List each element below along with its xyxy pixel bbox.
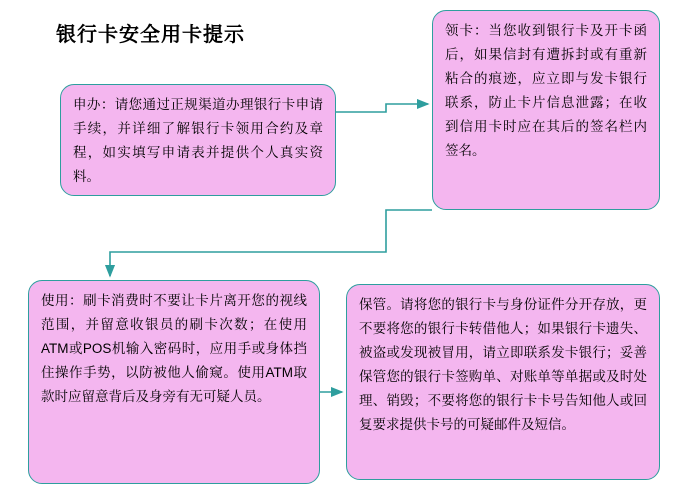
- arrow-lingka-to-shiyong: [110, 210, 432, 276]
- card-lingka-text: 领卡：当您收到银行卡及开卡函后，如果信封有遭拆封或有重新粘合的痕迹，应立即与发卡银行联系，防止卡片信息泄露；在收到信用卡时应在其后的签名栏内签名。: [445, 23, 647, 158]
- card-lingka: [432, 10, 660, 210]
- card-shenban: [60, 84, 336, 196]
- page-title: 银行卡安全用卡提示: [56, 24, 245, 46]
- card-baoguan-text: 保管。请将您的银行卡与身份证件分开存放，更不要将您的银行卡转借他人；如果银行卡遗失、被盗或发现被冒用，请立即联系发卡银行；妥善保管您的银行卡签购单、对账单等单据或及时处理、销毁；不要将您的银行卡卡号告知他人或回复要求提供卡号的可疑邮件及短信。: [359, 297, 647, 432]
- card-shenban-text: 申办：请您通过正规渠道办理银行卡申请手续，并详细了解银行卡领用合约及章程，如实填写申请表并提供个人真实资料。: [73, 97, 323, 184]
- card-baoguan: [346, 284, 660, 480]
- arrow-shenban-to-lingka: [336, 104, 428, 112]
- card-shiyong-text: 使用：刷卡消费时不要让卡片离开您的视线范围，并留意收银员的刷卡次数；在使用ATM或POS机输入密码时，应用手或身体挡住操作手势，以防被他人偷窥。使用ATM取款时应留意背后及身旁有无可疑人员。: [41, 293, 307, 404]
- card-shiyong: [28, 280, 320, 484]
